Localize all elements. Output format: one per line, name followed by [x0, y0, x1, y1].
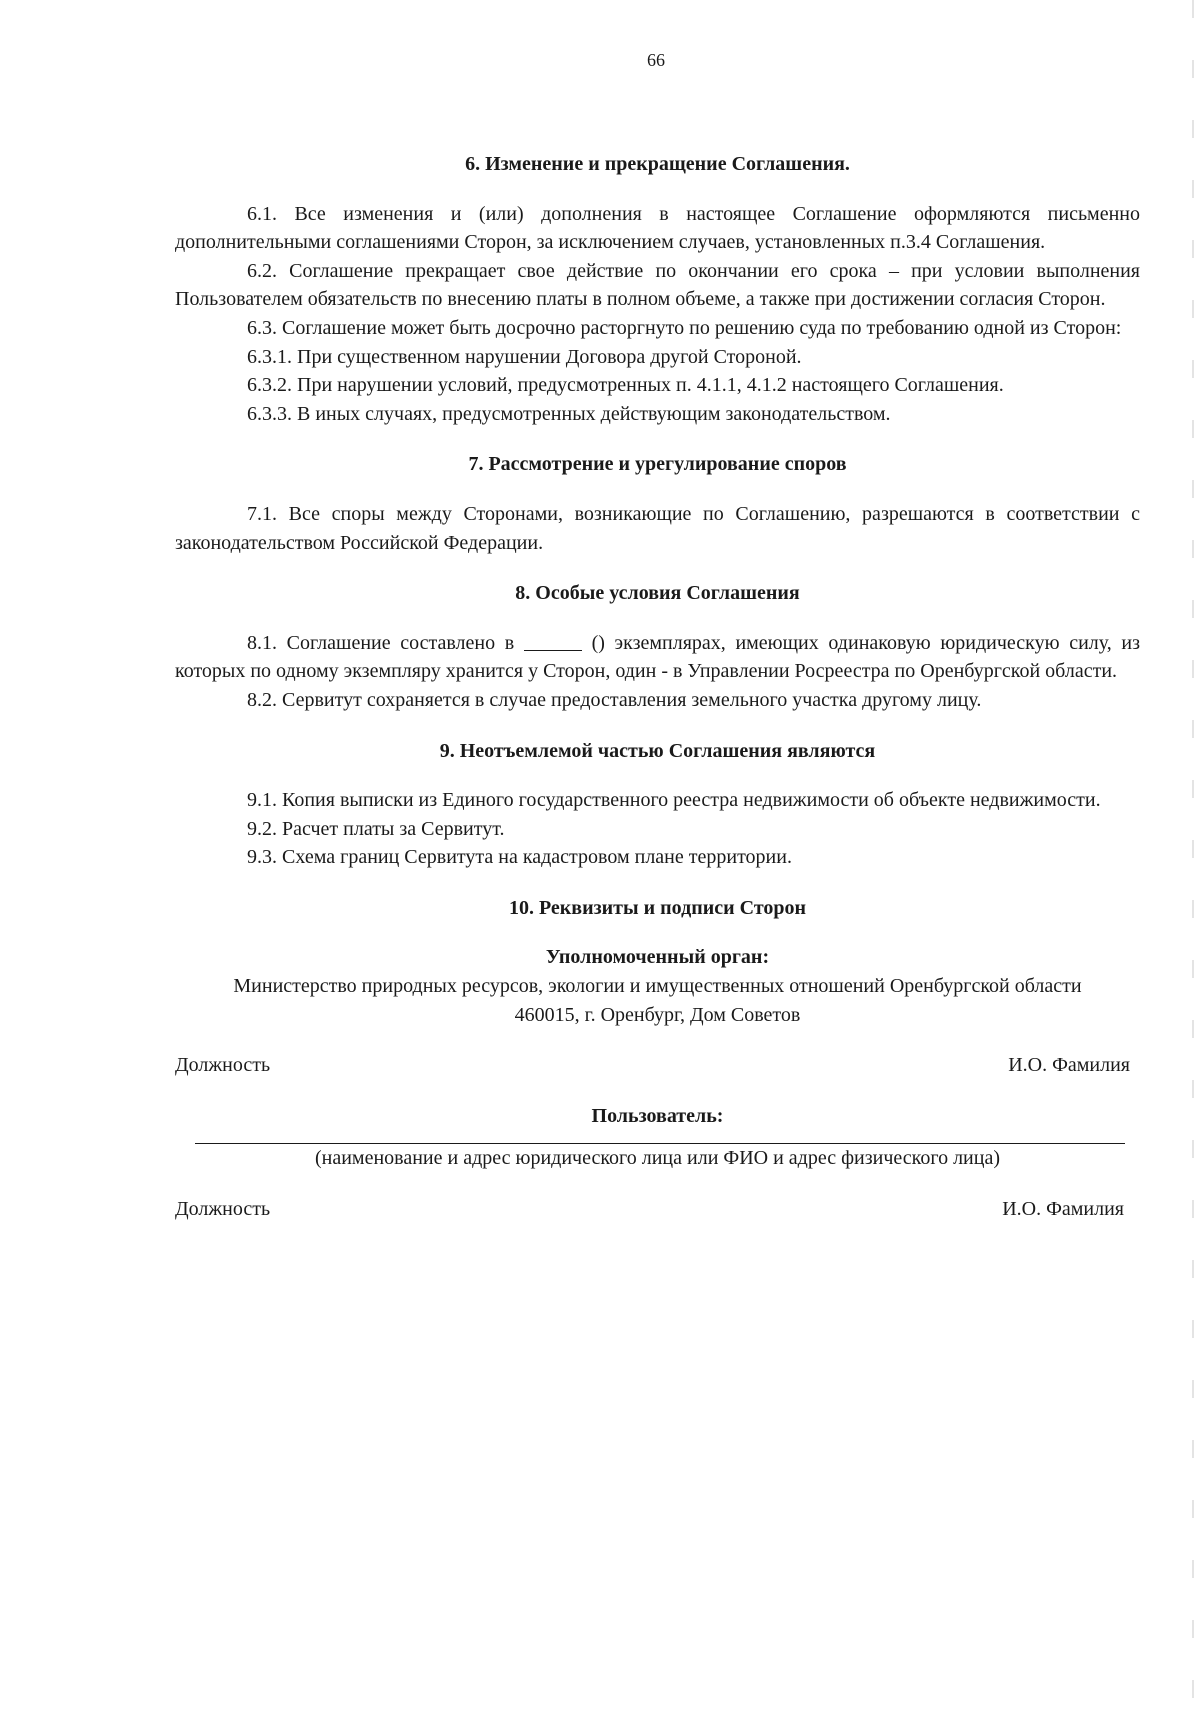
authority-address: 460015, г. Оренбург, Дом Советов [514, 1003, 801, 1026]
clause-9-2: 9.2. Расчет платы за Сервитут. [247, 817, 505, 840]
clause-6-3-2: 6.3.2. При нарушении условий, предусмотренных п. 4.1.1, 4.1.2 настоящего Соглашения. [247, 374, 1004, 397]
section-7 [175, 450, 1140, 557]
scan-edge-artifact [1192, 0, 1194, 1718]
copies-count-blank [524, 632, 582, 651]
section-6 [175, 150, 1140, 428]
section-title: 7. Рассмотрение и урегулирование споров [468, 453, 847, 476]
clause-6-1: 6.1. Все изменения и (или) дополнения в настоящее Соглашение оформляются письменно дополнительными соглашениями Сторон, за исключением случаев, установленных п.3.4 Соглашения. [175, 202, 1140, 254]
user-caption: (наименование и адрес юридического лица или ФИО и адрес физического лица) [314, 1147, 1001, 1170]
clause-9-1: 9.1. Копия выписки из Единого государственного реестра недвижимости об объекте недвижимости. [247, 789, 1101, 812]
user-heading: Пользователь: [591, 1104, 724, 1127]
clause-8-1-start: 8.1. Соглашение составлено в [247, 631, 515, 654]
section-title: 8. Особые условия Соглашения [515, 582, 800, 605]
authority-signatory: И.О. Фамилия [1008, 1054, 1130, 1077]
section-title: 9. Неотъемлемой частью Соглашения являются [439, 739, 876, 762]
section-title: 6. Изменение и прекращение Соглашения. [465, 153, 850, 175]
user-block [175, 1102, 1140, 1224]
authority-block [175, 943, 1140, 1079]
clause-8-1-end: () экземплярах, имеющих одинаковую юридическую силу, из которых по одному экземпляру хранится у Сторон, один - в Управлении Росреестра по Оренбургской области. [175, 631, 1141, 683]
page-number: 66 [647, 50, 665, 70]
section-title: 10. Реквизиты и подписи Сторон [508, 896, 807, 919]
authority-position: Должность [175, 1054, 271, 1077]
authority-heading: Уполномоченный орган: [545, 946, 770, 969]
authority-name: Министерство природных ресурсов, экологии и имущественных отношений Оренбургской области [233, 975, 1082, 998]
authority-signature-row [175, 1051, 1140, 1080]
clause-8-2: 8.2. Сервитут сохраняется в случае предоставления земельного участка другому лицу. [247, 688, 982, 711]
clause-8-1 [175, 629, 1140, 686]
document-body [175, 150, 1140, 1224]
clause-6-3: 6.3. Соглашение может быть досрочно расторгнуто по решению суда по требованию одной из Сторон: [247, 316, 1122, 339]
user-position: Должность [175, 1198, 271, 1221]
user-signature-row [175, 1195, 1140, 1224]
clause-9-3: 9.3. Схема границ Сервитута на кадастровом плане территории. [247, 846, 792, 869]
clause-6-3-3: 6.3.3. В иных случаях, предусмотренных действующим законодательством. [247, 402, 891, 425]
section-10 [175, 894, 1140, 1224]
section-9 [175, 737, 1140, 872]
section-8 [175, 579, 1140, 714]
clause-6-2: 6.2. Соглашение прекращает свое действие по окончании его срока – при условии выполнения Пользователем обязательств по внесению платы в полном объеме, а также при достижении согласия Сторон. [175, 259, 1140, 311]
user-signatory: И.О. Фамилия [1002, 1198, 1124, 1221]
clause-7-1: 7.1. Все споры между Сторонами, возникающие по Соглашению, разрешаются в соответствии с законодательством Российской Федерации. [175, 502, 1140, 554]
clause-6-3-1: 6.3.1. При существенном нарушении Договора другой Стороной. [247, 345, 802, 368]
